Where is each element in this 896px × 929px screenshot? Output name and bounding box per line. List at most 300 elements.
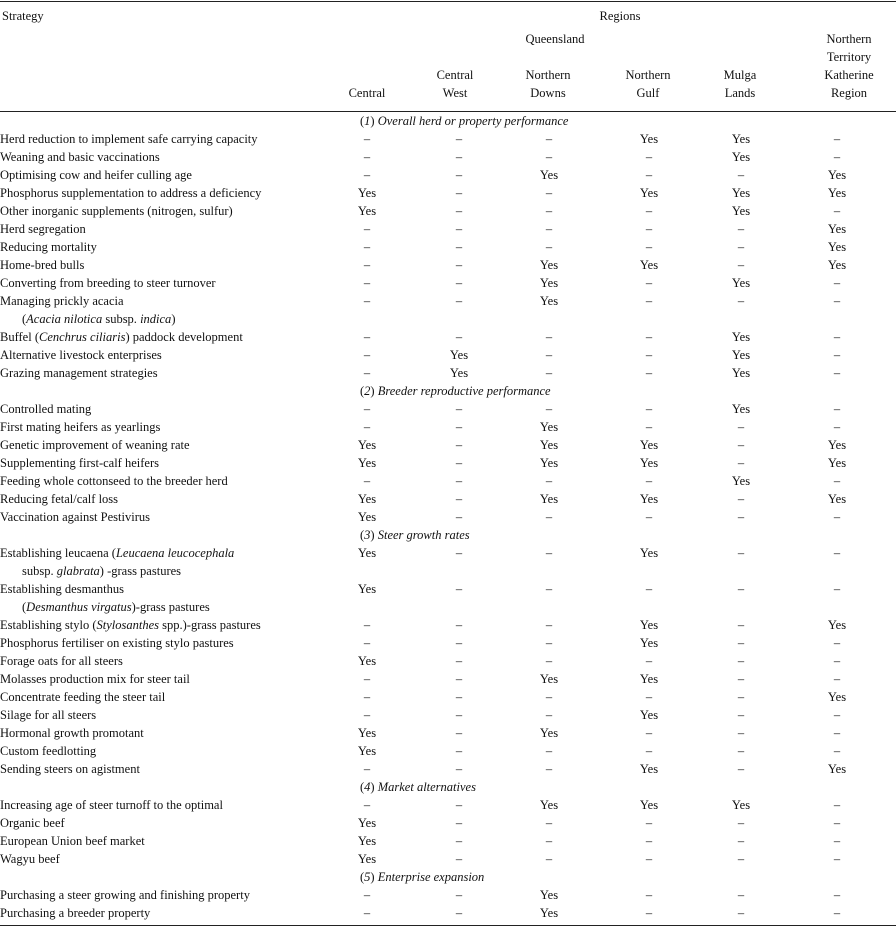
region-cell: – — [737, 240, 745, 254]
region-cell: – — [545, 366, 553, 380]
region-cell: – — [455, 618, 463, 632]
region-cell: – — [645, 834, 653, 848]
region-cell — [504, 562, 594, 580]
strategy-label: Genetic improvement of weaning rate — [0, 438, 190, 452]
table-row — [0, 706, 896, 724]
region-cell: – — [737, 546, 745, 560]
region-cell: – — [645, 366, 653, 380]
region-cell: – — [737, 510, 745, 524]
region-cell: – — [545, 330, 553, 344]
region-cell: Yes — [539, 276, 559, 290]
region-cell: – — [833, 654, 841, 668]
strategy-label: Converting from breeding to steer turnover — [0, 276, 216, 290]
region-cell: – — [737, 420, 745, 434]
region-cell: – — [545, 618, 553, 632]
strategy-label — [0, 616, 320, 634]
label-part: Leucaena leucocephala — [115, 546, 235, 560]
region-cell: – — [645, 510, 653, 524]
table-row — [0, 274, 896, 292]
label-part: ( — [22, 312, 27, 326]
region-cell: – — [455, 546, 463, 560]
table-row — [0, 292, 896, 310]
region-cell: – — [545, 690, 553, 704]
region-cell: – — [455, 636, 463, 650]
strategy-label: Purchasing a breeder property — [0, 906, 151, 920]
region-cell — [704, 562, 778, 580]
label-part: Cenchrus ciliaris — [39, 330, 126, 344]
region-cell: – — [545, 582, 553, 596]
table-row — [0, 238, 896, 256]
region-cell: – — [833, 366, 841, 380]
table-row — [0, 220, 896, 238]
section-title: Overall herd or property performance — [377, 114, 569, 128]
table-row — [0, 184, 896, 202]
region-cell: Yes — [357, 546, 377, 560]
strategy-label: Wagyu beef — [0, 852, 60, 866]
strategy-label: Herd reduction to implement safe carrying capacity — [0, 132, 258, 146]
region-cell: – — [363, 168, 371, 182]
section-title: Market alternatives — [377, 780, 476, 794]
strategy-label — [0, 544, 320, 562]
region-cell: Yes — [539, 438, 559, 452]
region-cell: – — [737, 258, 745, 272]
region-cell: – — [545, 402, 553, 416]
region-cell: Yes — [827, 618, 847, 632]
region-cell: – — [737, 582, 745, 596]
region-cell: – — [363, 636, 371, 650]
region-cell: Yes — [827, 762, 847, 776]
region-cell: – — [645, 294, 653, 308]
region-cell: – — [833, 672, 841, 686]
region-cell: Yes — [827, 258, 847, 272]
region-cell: – — [737, 708, 745, 722]
table-row — [0, 814, 896, 832]
region-cell: – — [645, 654, 653, 668]
region-cell: – — [363, 150, 371, 164]
region-cell: – — [363, 798, 371, 812]
region-cell: – — [833, 402, 841, 416]
region-cell: Yes — [357, 834, 377, 848]
table-row — [0, 832, 896, 850]
region-cell: Yes — [357, 852, 377, 866]
region-cell: – — [833, 582, 841, 596]
label-part: Desmanthus virgatus — [26, 600, 132, 614]
region-cell: – — [545, 852, 553, 866]
label-part: ) paddock development — [125, 330, 243, 344]
region-cell: – — [645, 474, 653, 488]
column-header-line: Central — [348, 86, 386, 100]
region-cell: – — [455, 510, 463, 524]
region-cell: – — [645, 240, 653, 254]
region-cell: – — [645, 276, 653, 290]
region-cell: Yes — [731, 186, 751, 200]
region-cell: – — [833, 852, 841, 866]
region-cell — [504, 310, 594, 328]
region-cell: – — [363, 348, 371, 362]
region-cell: – — [363, 240, 371, 254]
region-cell: – — [833, 744, 841, 758]
region-cell: – — [545, 708, 553, 722]
region-cell: Yes — [639, 672, 659, 686]
label-part: ( — [22, 600, 27, 614]
region-cell: – — [455, 168, 463, 182]
region-cell: – — [737, 672, 745, 686]
region-cell: – — [363, 474, 371, 488]
column-header-line: West — [442, 86, 468, 100]
label-part: )-grass pastures — [131, 600, 210, 614]
region-cell: – — [833, 888, 841, 902]
table-row — [0, 652, 896, 670]
table-row — [0, 634, 896, 652]
section-number: 2 — [364, 384, 371, 398]
strategy-label — [0, 328, 320, 346]
region-cell: Yes — [357, 654, 377, 668]
region-cell: – — [455, 276, 463, 290]
region-cell: – — [645, 888, 653, 902]
regions-header: Regions — [599, 9, 641, 23]
label-part: Stylosanthes — [96, 618, 160, 632]
region-cell: Yes — [639, 456, 659, 470]
region-cell: – — [363, 276, 371, 290]
region-cell: – — [545, 348, 553, 362]
region-cell: Yes — [449, 366, 469, 380]
region-cell: – — [645, 690, 653, 704]
region-cell — [320, 598, 414, 616]
section-title: Steer growth rates — [377, 528, 470, 542]
table-row — [0, 148, 896, 166]
region-cell: Yes — [731, 474, 751, 488]
region-cell: – — [833, 294, 841, 308]
strategy-label — [0, 562, 320, 580]
strategy-label: Establishing desmanthus — [0, 582, 124, 596]
label-part: Acacia nilotica — [26, 312, 103, 326]
table-row — [0, 742, 896, 760]
region-cell: – — [545, 204, 553, 218]
section-row — [0, 526, 896, 544]
region-cell: – — [455, 150, 463, 164]
region-cell: – — [545, 834, 553, 848]
column-header-line: Northern — [826, 32, 872, 46]
region-cell: – — [545, 654, 553, 668]
region-cell: – — [455, 456, 463, 470]
region-cell: – — [545, 636, 553, 650]
region-cell: – — [833, 636, 841, 650]
region-cell: Yes — [731, 150, 751, 164]
region-cell: – — [545, 762, 553, 776]
region-cell: Yes — [539, 798, 559, 812]
column-header-6 — [794, 30, 896, 102]
region-cell: – — [363, 708, 371, 722]
strategy-label: First mating heifers as yearlings — [0, 420, 161, 434]
section-row — [0, 112, 896, 130]
region-cell: – — [455, 762, 463, 776]
region-cell: Yes — [639, 492, 659, 506]
region-cell — [704, 598, 778, 616]
region-cell: – — [645, 150, 653, 164]
top-rule — [0, 1, 896, 2]
region-cell: – — [645, 330, 653, 344]
region-cell: Yes — [357, 744, 377, 758]
region-cell — [594, 598, 704, 616]
region-cell: – — [363, 762, 371, 776]
table-body — [0, 112, 896, 922]
region-cell: Yes — [639, 762, 659, 776]
table-row — [0, 886, 896, 904]
region-cell: Yes — [731, 798, 751, 812]
section-number: 4 — [364, 780, 371, 794]
strategy-label: Reducing mortality — [0, 240, 97, 254]
region-cell: – — [737, 438, 745, 452]
region-cell: – — [833, 132, 841, 146]
region-cell: – — [455, 258, 463, 272]
region-cell: – — [545, 186, 553, 200]
region-cell: Yes — [731, 366, 751, 380]
region-cell: – — [455, 852, 463, 866]
region-cell: – — [363, 618, 371, 632]
table-row — [0, 670, 896, 688]
region-cell: Yes — [639, 546, 659, 560]
region-cell: Yes — [357, 492, 377, 506]
strategy-label: Alternative livestock enterprises — [0, 348, 162, 362]
strategy-label: European Union beef market — [0, 834, 145, 848]
table-row-continuation — [0, 598, 896, 616]
region-cell: – — [645, 582, 653, 596]
region-cell: Yes — [357, 456, 377, 470]
label-part: Establishing leucaena ( — [0, 546, 116, 560]
column-header-line: Downs — [530, 86, 566, 100]
region-cell: Yes — [357, 816, 377, 830]
table-row — [0, 508, 896, 526]
region-cell: – — [833, 348, 841, 362]
region-cell: – — [455, 582, 463, 596]
region-cell: – — [645, 726, 653, 740]
section-heading: (2) Breeder reproductive performance — [360, 384, 551, 398]
region-cell — [594, 562, 704, 580]
region-cell — [320, 562, 414, 580]
region-cell: – — [737, 654, 745, 668]
region-cell: – — [455, 654, 463, 668]
region-cell: – — [455, 888, 463, 902]
region-cell: – — [455, 402, 463, 416]
region-cell: Yes — [449, 348, 469, 362]
region-cell: Yes — [539, 492, 559, 506]
region-cell: Yes — [357, 582, 377, 596]
region-cell: – — [833, 330, 841, 344]
region-cell: – — [455, 708, 463, 722]
region-cell: Yes — [357, 186, 377, 200]
table-row — [0, 202, 896, 220]
table-row — [0, 724, 896, 742]
strategy-label — [0, 598, 320, 616]
strategy-label: Phosphorus fertiliser on existing stylo pastures — [0, 636, 234, 650]
region-cell: – — [737, 762, 745, 776]
section-title: Breeder reproductive performance — [377, 384, 551, 398]
strategy-label: Sending steers on agistment — [0, 762, 140, 776]
strategy-label: Phosphorus supplementation to address a deficiency — [0, 186, 262, 200]
region-cell: Yes — [357, 510, 377, 524]
table-row — [0, 346, 896, 364]
region-cell: Yes — [731, 132, 751, 146]
region-cell: – — [455, 726, 463, 740]
strategy-label: Reducing fetal/calf loss — [0, 492, 119, 506]
region-cell: – — [545, 816, 553, 830]
section-heading: (5) Enterprise expansion — [360, 870, 485, 884]
region-cell: Yes — [357, 204, 377, 218]
region-cell: – — [833, 150, 841, 164]
region-cell: – — [455, 420, 463, 434]
table-row — [0, 472, 896, 490]
region-cell — [778, 598, 896, 616]
region-cell: – — [833, 276, 841, 290]
column-header-line: Lands — [724, 86, 756, 100]
region-cell: Yes — [639, 438, 659, 452]
region-cell: Yes — [827, 690, 847, 704]
region-cell: – — [833, 204, 841, 218]
region-cell — [704, 310, 778, 328]
table-row — [0, 850, 896, 868]
region-cell: – — [545, 474, 553, 488]
region-cell: Yes — [539, 726, 559, 740]
strategy-label — [0, 310, 320, 328]
region-cell: Yes — [731, 348, 751, 362]
table-row — [0, 436, 896, 454]
section-number: 3 — [364, 528, 371, 542]
table-row — [0, 166, 896, 184]
table-row — [0, 130, 896, 148]
region-cell: Yes — [539, 456, 559, 470]
strategy-label: Weaning and basic vaccinations — [0, 150, 160, 164]
strategy-label: Grazing management strategies — [0, 366, 158, 380]
region-cell: Yes — [731, 402, 751, 416]
column-header-line: Northern — [625, 68, 671, 82]
section-heading: (3) Steer growth rates — [360, 528, 470, 542]
queensland-header: Queensland — [525, 32, 585, 46]
label-part: ) — [171, 312, 176, 326]
region-cell: – — [737, 744, 745, 758]
table-row — [0, 688, 896, 706]
region-cell: – — [737, 852, 745, 866]
label-part: Buffel ( — [0, 330, 39, 344]
table-row — [0, 418, 896, 436]
region-cell: – — [455, 906, 463, 920]
region-cell: – — [833, 798, 841, 812]
region-cell: Yes — [539, 906, 559, 920]
label-part: glabrata — [56, 564, 100, 578]
region-cell: – — [455, 438, 463, 452]
region-cell: – — [545, 240, 553, 254]
label-part: indica — [140, 312, 172, 326]
region-cell: – — [737, 456, 745, 470]
region-cell: – — [363, 906, 371, 920]
region-cell: – — [363, 888, 371, 902]
region-cell: Yes — [539, 258, 559, 272]
region-cell: – — [833, 708, 841, 722]
strategy-label: Silage for all steers — [0, 708, 97, 722]
region-cell: – — [455, 744, 463, 758]
region-cell: – — [455, 834, 463, 848]
column-header-4 — [603, 66, 693, 102]
region-cell: – — [545, 510, 553, 524]
table-row — [0, 904, 896, 922]
region-cell: – — [833, 906, 841, 920]
section-number: 5 — [364, 870, 371, 884]
column-header-1 — [322, 84, 412, 102]
table-row-continuation — [0, 310, 896, 328]
region-cell: Yes — [639, 618, 659, 632]
region-cell: Yes — [639, 636, 659, 650]
column-header-line: Central — [436, 68, 474, 82]
table-row — [0, 400, 896, 418]
region-cell: – — [545, 222, 553, 236]
region-cell: Yes — [539, 294, 559, 308]
strategy-label: Hormonal growth promotant — [0, 726, 144, 740]
strategy-label: Molasses production mix for steer tail — [0, 672, 190, 686]
table-row-continuation — [0, 562, 896, 580]
region-cell: – — [363, 366, 371, 380]
strategy-label: Concentrate feeding the steer tail — [0, 690, 166, 704]
column-header-line: Region — [830, 86, 868, 100]
region-cell: – — [455, 798, 463, 812]
table-row — [0, 364, 896, 382]
strategy-label: Supplementing first-calf heifers — [0, 456, 159, 470]
column-header-5 — [695, 66, 785, 102]
region-cell: – — [545, 546, 553, 560]
region-cell: – — [737, 222, 745, 236]
region-cell: – — [645, 168, 653, 182]
region-cell: – — [737, 726, 745, 740]
region-cell — [414, 310, 504, 328]
region-cell: Yes — [639, 186, 659, 200]
region-cell: Yes — [827, 168, 847, 182]
region-cell: Yes — [539, 168, 559, 182]
label-part: subsp. — [22, 564, 57, 578]
strategy-label: Vaccination against Pestivirus — [0, 510, 150, 524]
strategy-label: Home-bred bulls — [0, 258, 85, 272]
region-cell: – — [363, 294, 371, 308]
region-cell: Yes — [827, 438, 847, 452]
region-cell: – — [833, 726, 841, 740]
strategy-label: Optimising cow and heifer culling age — [0, 168, 192, 182]
region-cell: – — [645, 204, 653, 218]
region-cell: – — [645, 744, 653, 758]
strategy-label: Purchasing a steer growing and finishing property — [0, 888, 250, 902]
region-cell: – — [363, 672, 371, 686]
region-cell: – — [455, 474, 463, 488]
section-heading: (4) Market alternatives — [360, 780, 476, 794]
column-header-2 — [410, 66, 500, 102]
column-header-3 — [503, 66, 593, 102]
region-cell: – — [363, 222, 371, 236]
region-cell: – — [645, 906, 653, 920]
region-cell: Yes — [731, 204, 751, 218]
strategy-label: Increasing age of steer turnoff to the optimal — [0, 798, 223, 812]
region-cell: – — [645, 852, 653, 866]
table-row — [0, 760, 896, 778]
table-row — [0, 454, 896, 472]
column-header-line: Northern — [525, 68, 571, 82]
region-cell: Yes — [357, 438, 377, 452]
region-cell: – — [833, 474, 841, 488]
region-cell: Yes — [731, 276, 751, 290]
region-cell: Yes — [357, 726, 377, 740]
region-cell: Yes — [539, 888, 559, 902]
table-row — [0, 580, 896, 598]
strategy-header: Strategy — [2, 9, 44, 23]
bottom-rule — [0, 925, 896, 926]
region-cell: – — [645, 816, 653, 830]
region-cell: Yes — [827, 456, 847, 470]
region-cell: Yes — [731, 330, 751, 344]
